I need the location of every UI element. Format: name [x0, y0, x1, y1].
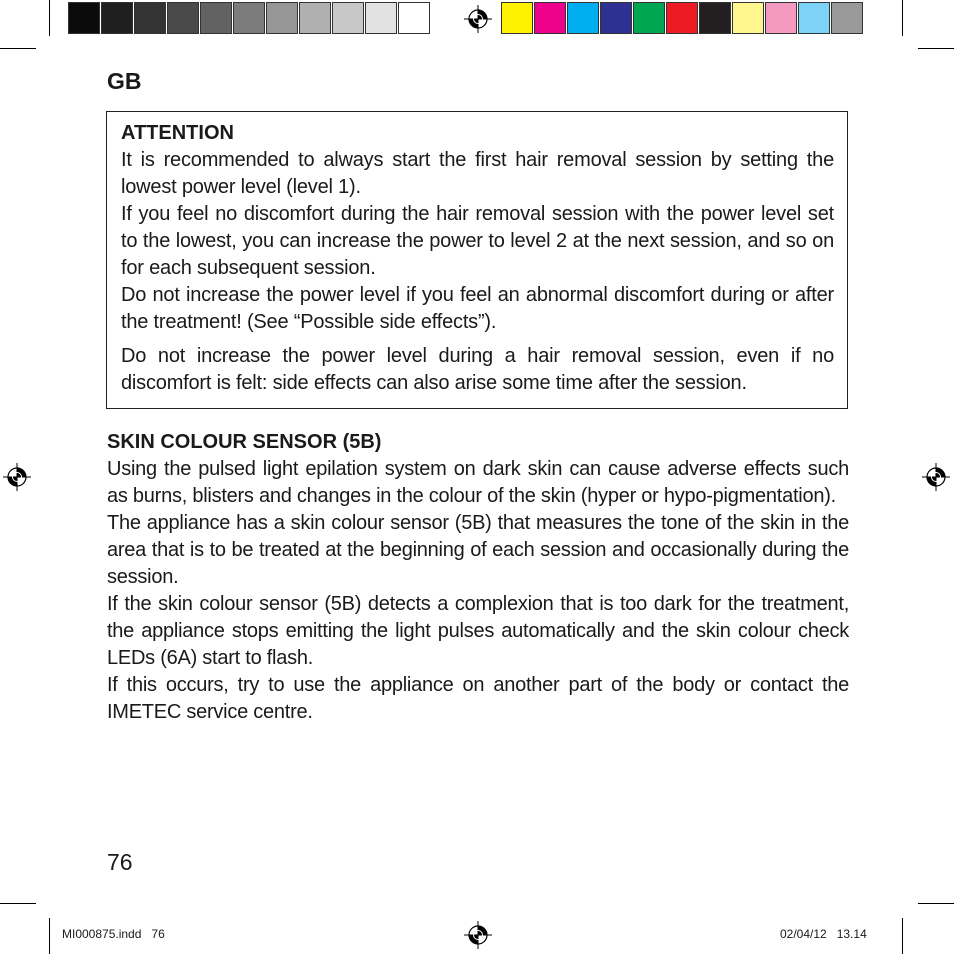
color-calibration-bar — [501, 2, 864, 36]
crop-mark — [902, 918, 903, 954]
attention-paragraph: Do not increase the power level during a hair removal session, even if no discomfort is felt: side effects can also arise some time after the session. — [121, 345, 834, 394]
color-swatch — [567, 2, 599, 34]
crop-mark — [0, 903, 36, 904]
color-swatch — [633, 2, 665, 34]
gray-swatch — [101, 2, 133, 34]
grayscale-calibration-bar — [68, 2, 431, 36]
section-paragraph: If this occurs, try to use the appliance on another part of the body or contact the IMETEC service centre. — [107, 674, 849, 723]
attention-paragraph: It is recommended to always start the first hair removal session by setting the lowest power level (level 1). — [121, 149, 834, 198]
gray-swatch — [266, 2, 298, 34]
gray-swatch — [332, 2, 364, 34]
gray-swatch — [167, 2, 199, 34]
section-paragraph: If the skin colour sensor (5B) detects a complexion that is too dark for the treatment, the appliance stops emitting the light pulses automatically and the skin colour check LEDs (6A) start to flash. — [107, 593, 849, 669]
language-code: GB — [107, 68, 142, 94]
registration-target-icon — [464, 921, 492, 949]
color-swatch — [732, 2, 764, 34]
crop-mark — [918, 48, 954, 49]
section-paragraph: Using the pulsed light epilation system on dark skin can cause adverse effects such as burns, blisters and changes in the colour of the skin (hyper or hypo-pigmentation). — [107, 458, 849, 507]
crop-mark — [918, 903, 954, 904]
gray-swatch — [68, 2, 100, 34]
color-swatch — [798, 2, 830, 34]
slug-date-time: 02/04/12 13.14 — [780, 927, 867, 941]
color-swatch — [699, 2, 731, 34]
gray-swatch — [365, 2, 397, 34]
attention-paragraph: Do not increase the power level if you feel an abnormal discomfort during or after the treatment! (See “Possible side effects”). — [121, 284, 834, 333]
registration-target-icon — [464, 5, 492, 33]
gray-swatch — [398, 2, 430, 34]
registration-target-icon — [922, 463, 950, 491]
gray-swatch — [233, 2, 265, 34]
color-swatch — [600, 2, 632, 34]
crop-mark — [902, 0, 903, 36]
crop-mark — [49, 0, 50, 36]
gray-swatch — [200, 2, 232, 34]
crop-mark — [0, 48, 36, 49]
attention-title: ATTENTION — [121, 122, 234, 144]
gray-swatch — [134, 2, 166, 34]
skin-colour-sensor-section — [107, 429, 849, 726]
gray-swatch — [299, 2, 331, 34]
color-swatch — [534, 2, 566, 34]
color-swatch — [666, 2, 698, 34]
attention-paragraph: If you feel no discomfort during the hair removal session with the power level set to the lowest, you can increase the power to level 2 at the next session, and so on for each subsequent session. — [121, 203, 834, 279]
color-swatch — [501, 2, 533, 34]
color-swatch — [765, 2, 797, 34]
slug-file-name: MI000875.indd 76 — [62, 927, 165, 941]
section-heading: SKIN COLOUR SENSOR (5B) — [107, 431, 382, 453]
page-number: 76 — [107, 849, 133, 875]
section-paragraph: The appliance has a skin colour sensor (5B) that measures the tone of the skin in the area that is to be treated at the beginning of each session and occasionally during the session. — [107, 512, 849, 588]
registration-target-icon — [3, 463, 31, 491]
attention-box — [106, 111, 848, 409]
color-swatch — [831, 2, 863, 34]
crop-mark — [49, 918, 50, 954]
